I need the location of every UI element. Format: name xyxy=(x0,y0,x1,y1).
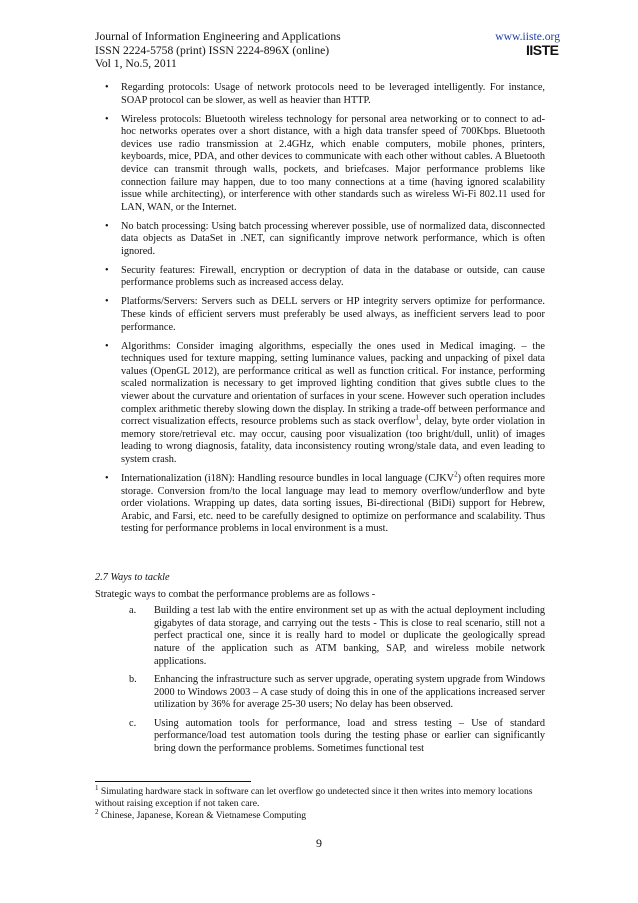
journal-title: Journal of Information Engineering and Applications xyxy=(95,30,341,43)
page-number: 9 xyxy=(316,836,322,850)
section-lead: Strategic ways to combat the performance problems are as follows - xyxy=(95,588,376,600)
list-marker: a. xyxy=(129,605,137,617)
body-text xyxy=(95,82,545,762)
journal-url-link[interactable]: www.iiste.org xyxy=(495,30,560,43)
list-item: b. Enhancing the infrastructure such as server upgrade, operating system upgrade from Windows 2000 to Windows 2003 – A case study of doing this in one of the applications increased server utilization by 36% for average 25-30 users; No delay has been observed. xyxy=(129,674,545,711)
volume-line: Vol 1, No.5, 2011 xyxy=(95,57,177,70)
logo-text: IISTE xyxy=(526,42,559,58)
list-item: c. Using automation tools for performance, load and stress testing – Use of standard performance/load test automation tools during the testing phase or earlier can significantly bring down the performance problems. Sometimes functional test xyxy=(129,717,545,755)
list-marker: b. xyxy=(129,674,137,686)
footnote-ref[interactable]: 2 xyxy=(454,470,458,479)
bullet-dot-icon: • xyxy=(105,220,109,232)
bullet-item: • Algorithms: Consider imaging algorithms, especially the ones used in Medical imaging. – the techniques used for texture mapping, setting luminance values, packing and unpacking of pixel data values (OpenGL 2012), are performance critical as well as function critical. For instance, performing scaled normalization is necessary to get improved lighting condition that gives subtle clues to the viewer about the curvature and orientation of surfaces in your scene. However such operation includes complex arithmetic thereby slowing down the display. In striking a trade-off between performance and correct visualization effects, resource problems such as stack overflow$^1$, delay, byte order violation in memory store/retrieval etc. may occur, causing poor visualization (too bright/dull, unlit) of images leading to wrong diagnosis, fatality, data inconsistency routing wrong/stale data, and even leading to system crash. xyxy=(105,340,546,465)
bullet-dot-icon: • xyxy=(105,264,109,276)
bullet-item: • Platforms/Servers: Servers such as DELL servers or HP integrity servers optimize for performance. These kinds of efficient servers must preferably be used always, as inefficient servers lead to poor performance. xyxy=(105,296,545,333)
bullet-item: • Regarding protocols: Usage of network protocols need to be leveraged intelligently. For instance, SOAP protocol can be slower, as well as heavier than HTTP. xyxy=(105,82,545,106)
issn-line: ISSN 2224-5758 (print) ISSN 2224-896X (online) xyxy=(95,43,330,57)
footnote: $^2$ Chinese, Japanese, Korean & Vietnamese Computing xyxy=(95,807,307,821)
bullet-item: • No batch processing: Using batch processing wherever possible, use of normalized data, disconnected data objects as DataSet in .NET, can significantly improve network performance, which is often ignored. xyxy=(105,220,545,257)
iiste-logo xyxy=(526,44,560,66)
strategy-list xyxy=(95,605,545,756)
bullet-dot-icon: • xyxy=(105,296,109,308)
bullet-dot-icon: • xyxy=(105,340,109,352)
footnotes xyxy=(95,783,555,821)
bullet-item: • Internationalization (i18N): Handling resource bundles in local language (CJKV$^2$) often requires more storage. Conversion from/to the local language may lead to memory overflow/underflow and byte order violations. Wrapping up dates, data sorting issues, Bi-directional (BiDi) support for Hebrew, Arabic, and Farsi, etc. need to be carefully designed to optimize on performance and scalability. Thus testing for performance problems in local environment is a must. xyxy=(105,470,545,535)
list-marker: c. xyxy=(129,717,137,729)
footnote: $^1$ Simulating hardware stack in software can let overflow go undetected since it then writes into memory locations without raising exception if not taken care. xyxy=(95,783,533,809)
footnote-ref[interactable]: 1 xyxy=(415,413,419,422)
list-item: a. Building a test lab with the entire environment set up as with the actual deployment including gigabytes of data storage, and carrying out the tests - This is close to real scenario, still not a perfect practical one, since it is really hard to model or duplicate the geologically spread nature of the application such as ATM banking, SAP, and wireless mobile network applications. xyxy=(129,605,545,667)
bullet-item: • Wireless protocols: Bluetooth wireless technology for personal area networking or to connect to ad-hoc networks operates over a short distance, with a high data transfer speed of 700Kbps. Bluetooth devices use radio transmission at 2.4GHz, which enable computers, mobile phones, printers, keyboards, mice, PDA, and other devices to communicate with each other without cables. A Bluetooth device can transmit through walls, pockets, and briefcases. Major performance problems like connection failure may happen, due to too many connections at a time (having ignored scalability issue while architecting), or interference with other standards such as wireless Wi-Fi 802.11 used for LAN, WAN, or the Internet. xyxy=(105,113,545,213)
bullet-item: • Security features: Firewall, encryption or decryption of data in the database or outside, can cause performance problems such as increased access delay. xyxy=(105,264,545,289)
section-heading: 2.7 Ways to tackle xyxy=(95,571,170,583)
running-header xyxy=(95,30,560,71)
bullet-list xyxy=(95,82,545,536)
bullet-dot-icon: • xyxy=(105,82,109,93)
bullet-dot-icon: • xyxy=(105,113,109,125)
footnote-divider xyxy=(95,781,251,782)
bullet-dot-icon: • xyxy=(105,472,109,484)
